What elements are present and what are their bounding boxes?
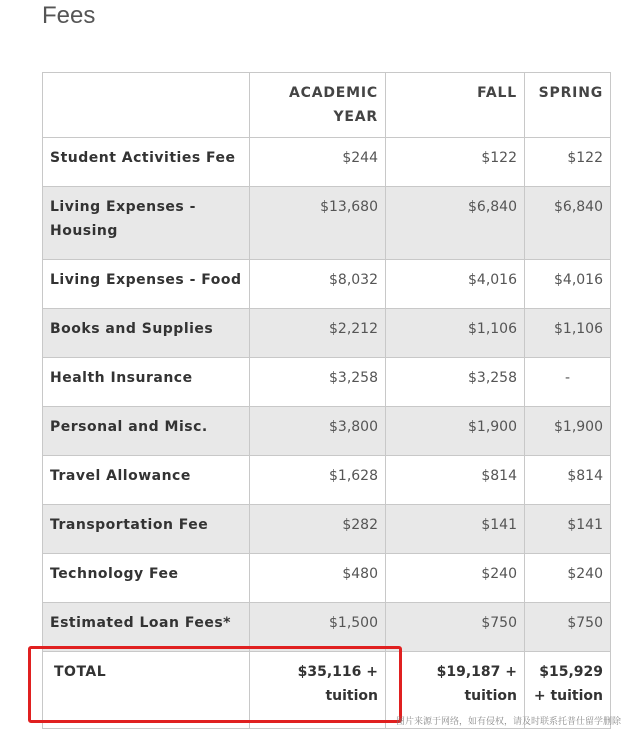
fall-value: $814 <box>386 456 525 505</box>
watermark-text: 图片来源于网络，如有侵权，请及时联系托普仕留学删除 <box>395 717 621 727</box>
row-label: Health Insurance <box>43 358 250 407</box>
academic-year-value: $8,032 <box>250 260 386 309</box>
row-label: Transportation Fee <box>43 505 250 554</box>
table-row <box>43 456 611 505</box>
table-row <box>43 309 611 358</box>
spring-value: $814 <box>525 456 611 505</box>
academic-year-value: $13,680 <box>250 187 386 260</box>
row-label: Estimated Loan Fees* <box>43 603 250 652</box>
table-row <box>43 603 611 652</box>
academic-year-value: $1,628 <box>250 456 386 505</box>
academic-year-value: $244 <box>250 138 386 187</box>
fall-value: $750 <box>386 603 525 652</box>
academic-year-value: $2,212 <box>250 309 386 358</box>
spring-value: - <box>525 358 611 407</box>
academic-year-value: $3,258 <box>250 358 386 407</box>
fees-table <box>42 72 611 729</box>
academic-year-value: $480 <box>250 554 386 603</box>
page-title: Fees <box>42 2 96 29</box>
fall-value: $240 <box>386 554 525 603</box>
table-row <box>43 407 611 456</box>
total-spring: $15,929 + tuition <box>525 652 611 729</box>
academic-year-value: $3,800 <box>250 407 386 456</box>
fall-value: $1,106 <box>386 309 525 358</box>
row-label: Travel Allowance <box>43 456 250 505</box>
spring-value: $6,840 <box>525 187 611 260</box>
fall-value: $4,016 <box>386 260 525 309</box>
spring-value: $240 <box>525 554 611 603</box>
table-row <box>43 554 611 603</box>
academic-year-value: $282 <box>250 505 386 554</box>
row-label: Student Activities Fee <box>43 138 250 187</box>
row-label: Books and Supplies <box>43 309 250 358</box>
fall-value: $1,900 <box>386 407 525 456</box>
total-label: TOTAL <box>43 652 250 729</box>
column-header-spring: SPRING <box>525 73 611 138</box>
spring-value: $750 <box>525 603 611 652</box>
row-label: Living Expenses - Food <box>43 260 250 309</box>
table-header-row <box>43 73 611 138</box>
column-header-blank <box>43 73 250 138</box>
fall-value: $122 <box>386 138 525 187</box>
column-header-fall: FALL <box>386 73 525 138</box>
table-row <box>43 358 611 407</box>
row-label: Technology Fee <box>43 554 250 603</box>
column-header-academic-year: ACADEMIC YEAR <box>250 73 386 138</box>
table-row <box>43 505 611 554</box>
row-label: Living Expenses - Housing <box>43 187 250 260</box>
total-academic-year: $35,116 + tuition <box>250 652 386 729</box>
fall-value: $6,840 <box>386 187 525 260</box>
spring-value: $122 <box>525 138 611 187</box>
table-row <box>43 187 611 260</box>
total-fall: $19,187 + tuition <box>386 652 525 729</box>
table-row <box>43 260 611 309</box>
table-row <box>43 138 611 187</box>
fall-value: $3,258 <box>386 358 525 407</box>
row-label: Personal and Misc. <box>43 407 250 456</box>
spring-value: $141 <box>525 505 611 554</box>
spring-value: $1,900 <box>525 407 611 456</box>
fall-value: $141 <box>386 505 525 554</box>
spring-value: $4,016 <box>525 260 611 309</box>
spring-value: $1,106 <box>525 309 611 358</box>
academic-year-value: $1,500 <box>250 603 386 652</box>
